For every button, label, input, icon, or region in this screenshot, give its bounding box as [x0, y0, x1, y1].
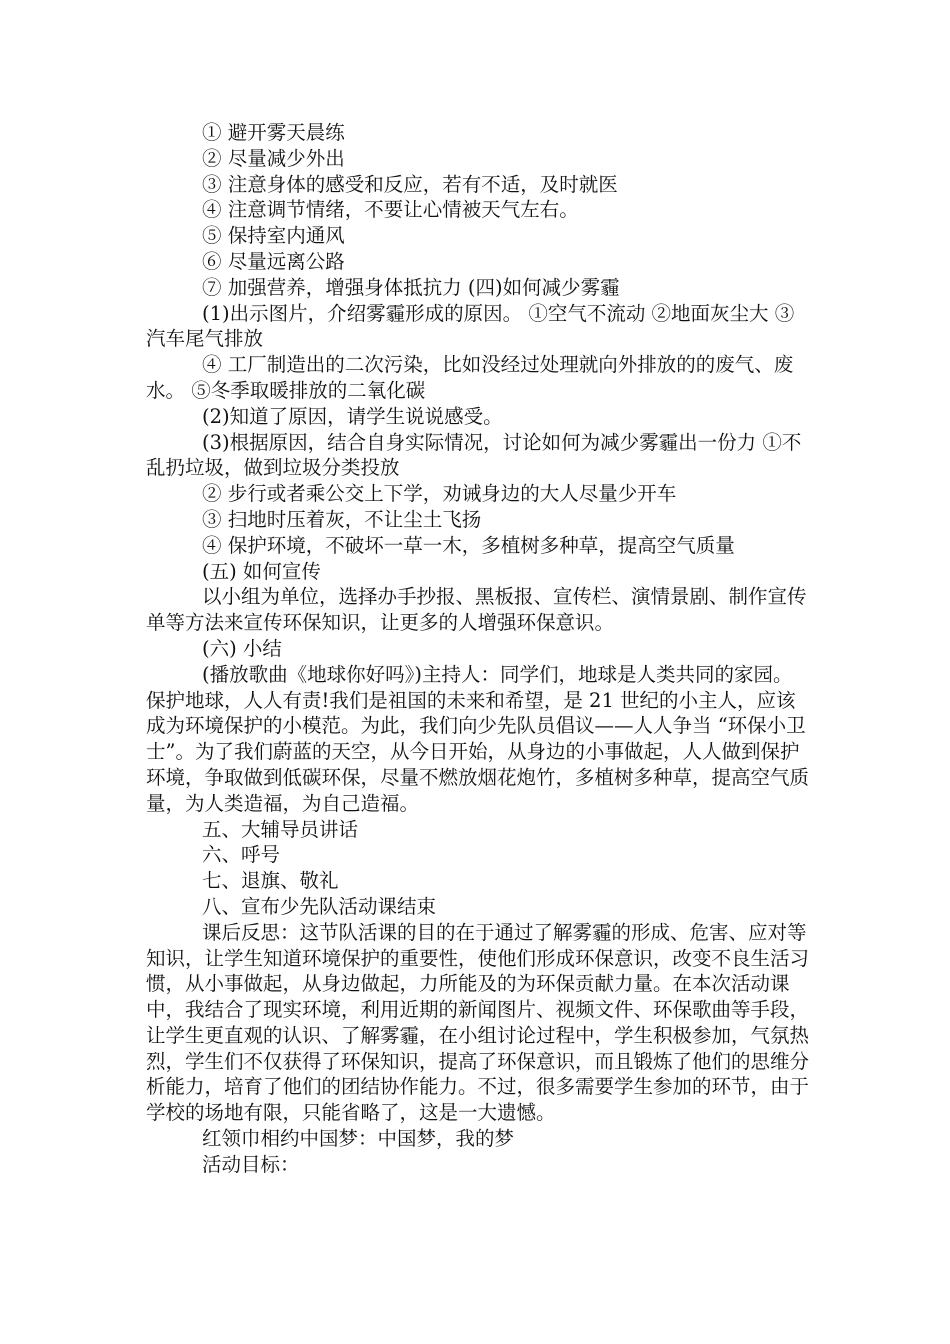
paragraph: ⑦ 加强营养，增强身体抵抗力 (四)如何减少雾霾	[202, 275, 620, 299]
paragraph: ④ 保护环境，不破坏一草一木，多植树多种草，提高空气质量	[202, 533, 735, 557]
paragraph: (2)知道了原因，请学生说说感受。	[202, 404, 503, 428]
paragraph: (3)根据原因，结合自身实际情况，讨论如何为减少雾霾出一份力 ①不乱扔垃圾，做到垃圾分类投放	[146, 430, 802, 480]
paragraph: ③ 扫地时压着灰，不让尘土飞扬	[202, 507, 482, 531]
paragraph: 红领巾相约中国梦：中国梦，我的梦	[202, 1127, 515, 1151]
paragraph: 以小组为单位，选择办手抄报、黑板报、宣传栏、演情景剧、制作宣传单等方法来宣传环保知识，让更多的人增强环保意识。	[146, 585, 807, 635]
paragraph: ② 尽量减少外出	[202, 146, 345, 170]
paragraph: ⑥ 尽量远离公路	[202, 249, 345, 273]
paragraph: (播放歌曲《地球你好吗》)主持人：同学们，地球是人类共同的家园。保护地球，人人有责!我们是祖国的未来和希望，是 21 世纪的小主人，应该成为环境保护的小模范。为此，我们向少先队员倡议——人人争当 “环保小卫士”。为了我们蔚蓝的天空，从今日开始，从身边的小事做起，人人做到保护环境，争取做到低碳环保，尽量不燃放烟花炮竹，多植树多种草，提高空气质量，为人类造福，为自己造福。	[146, 662, 810, 815]
section-heading: (六) 小结	[202, 636, 282, 660]
section-heading: 六、呼号	[202, 843, 281, 867]
paragraph: ④ 注意调节情绪，不要让心情被天气左右。	[202, 198, 579, 222]
paragraph: ② 步行或者乘公交上下学，劝诫身边的大人尽量少开车	[202, 482, 677, 506]
section-heading: 五、大辅导员讲话	[202, 817, 359, 841]
section-heading: (五) 如何宣传	[202, 559, 321, 583]
paragraph: ① 避开雾天晨练	[202, 121, 345, 144]
paragraph: 课后反思：这节队活课的目的在于通过了解雾霾的形成、危害、应对等知识，让学生知道环境保护的重要性，使他们形成环保意识，改变不良生活习惯，从小事做起，从身边做起，力所能及的为环保贡献力量。在本次活动课中，我结合了现实环境，利用近期的新闻图片、视频文件、环保歌曲等手段，让学生更直观的认识、了解雾霾，在小组讨论过程中，学生积极参加，气氛热烈，学生们不仅获得了环保知识，提高了环保意识，而且锻炼了他们的思维分析能力，培育了他们的团结协作能力。不过，很多需要学生参加的环节，由于学校的场地有限，只能省略了，这是一大遗憾。	[146, 920, 810, 1125]
section-heading: 八、宣布少先队活动课结束	[202, 894, 437, 918]
paragraph: 活动目标：	[202, 1152, 300, 1176]
paragraph: ⑤ 保持室内通风	[202, 224, 345, 248]
section-heading: 七、退旗、敬礼	[202, 869, 339, 893]
paragraph: (1)出示图片，介绍雾霾形成的原因。 ①空气不流动 ②地面灰尘大 ③汽车尾气排放	[146, 301, 795, 351]
paragraph: ④ 工厂制造出的二次污染，比如没经过处理就向外排放的的废气、废水。 ⑤冬季取暖排放的二氧化碳	[146, 353, 794, 402]
document-body	[146, 120, 810, 1178]
paragraph: ③ 注意身体的感受和反应，若有不适，及时就医	[202, 172, 618, 196]
